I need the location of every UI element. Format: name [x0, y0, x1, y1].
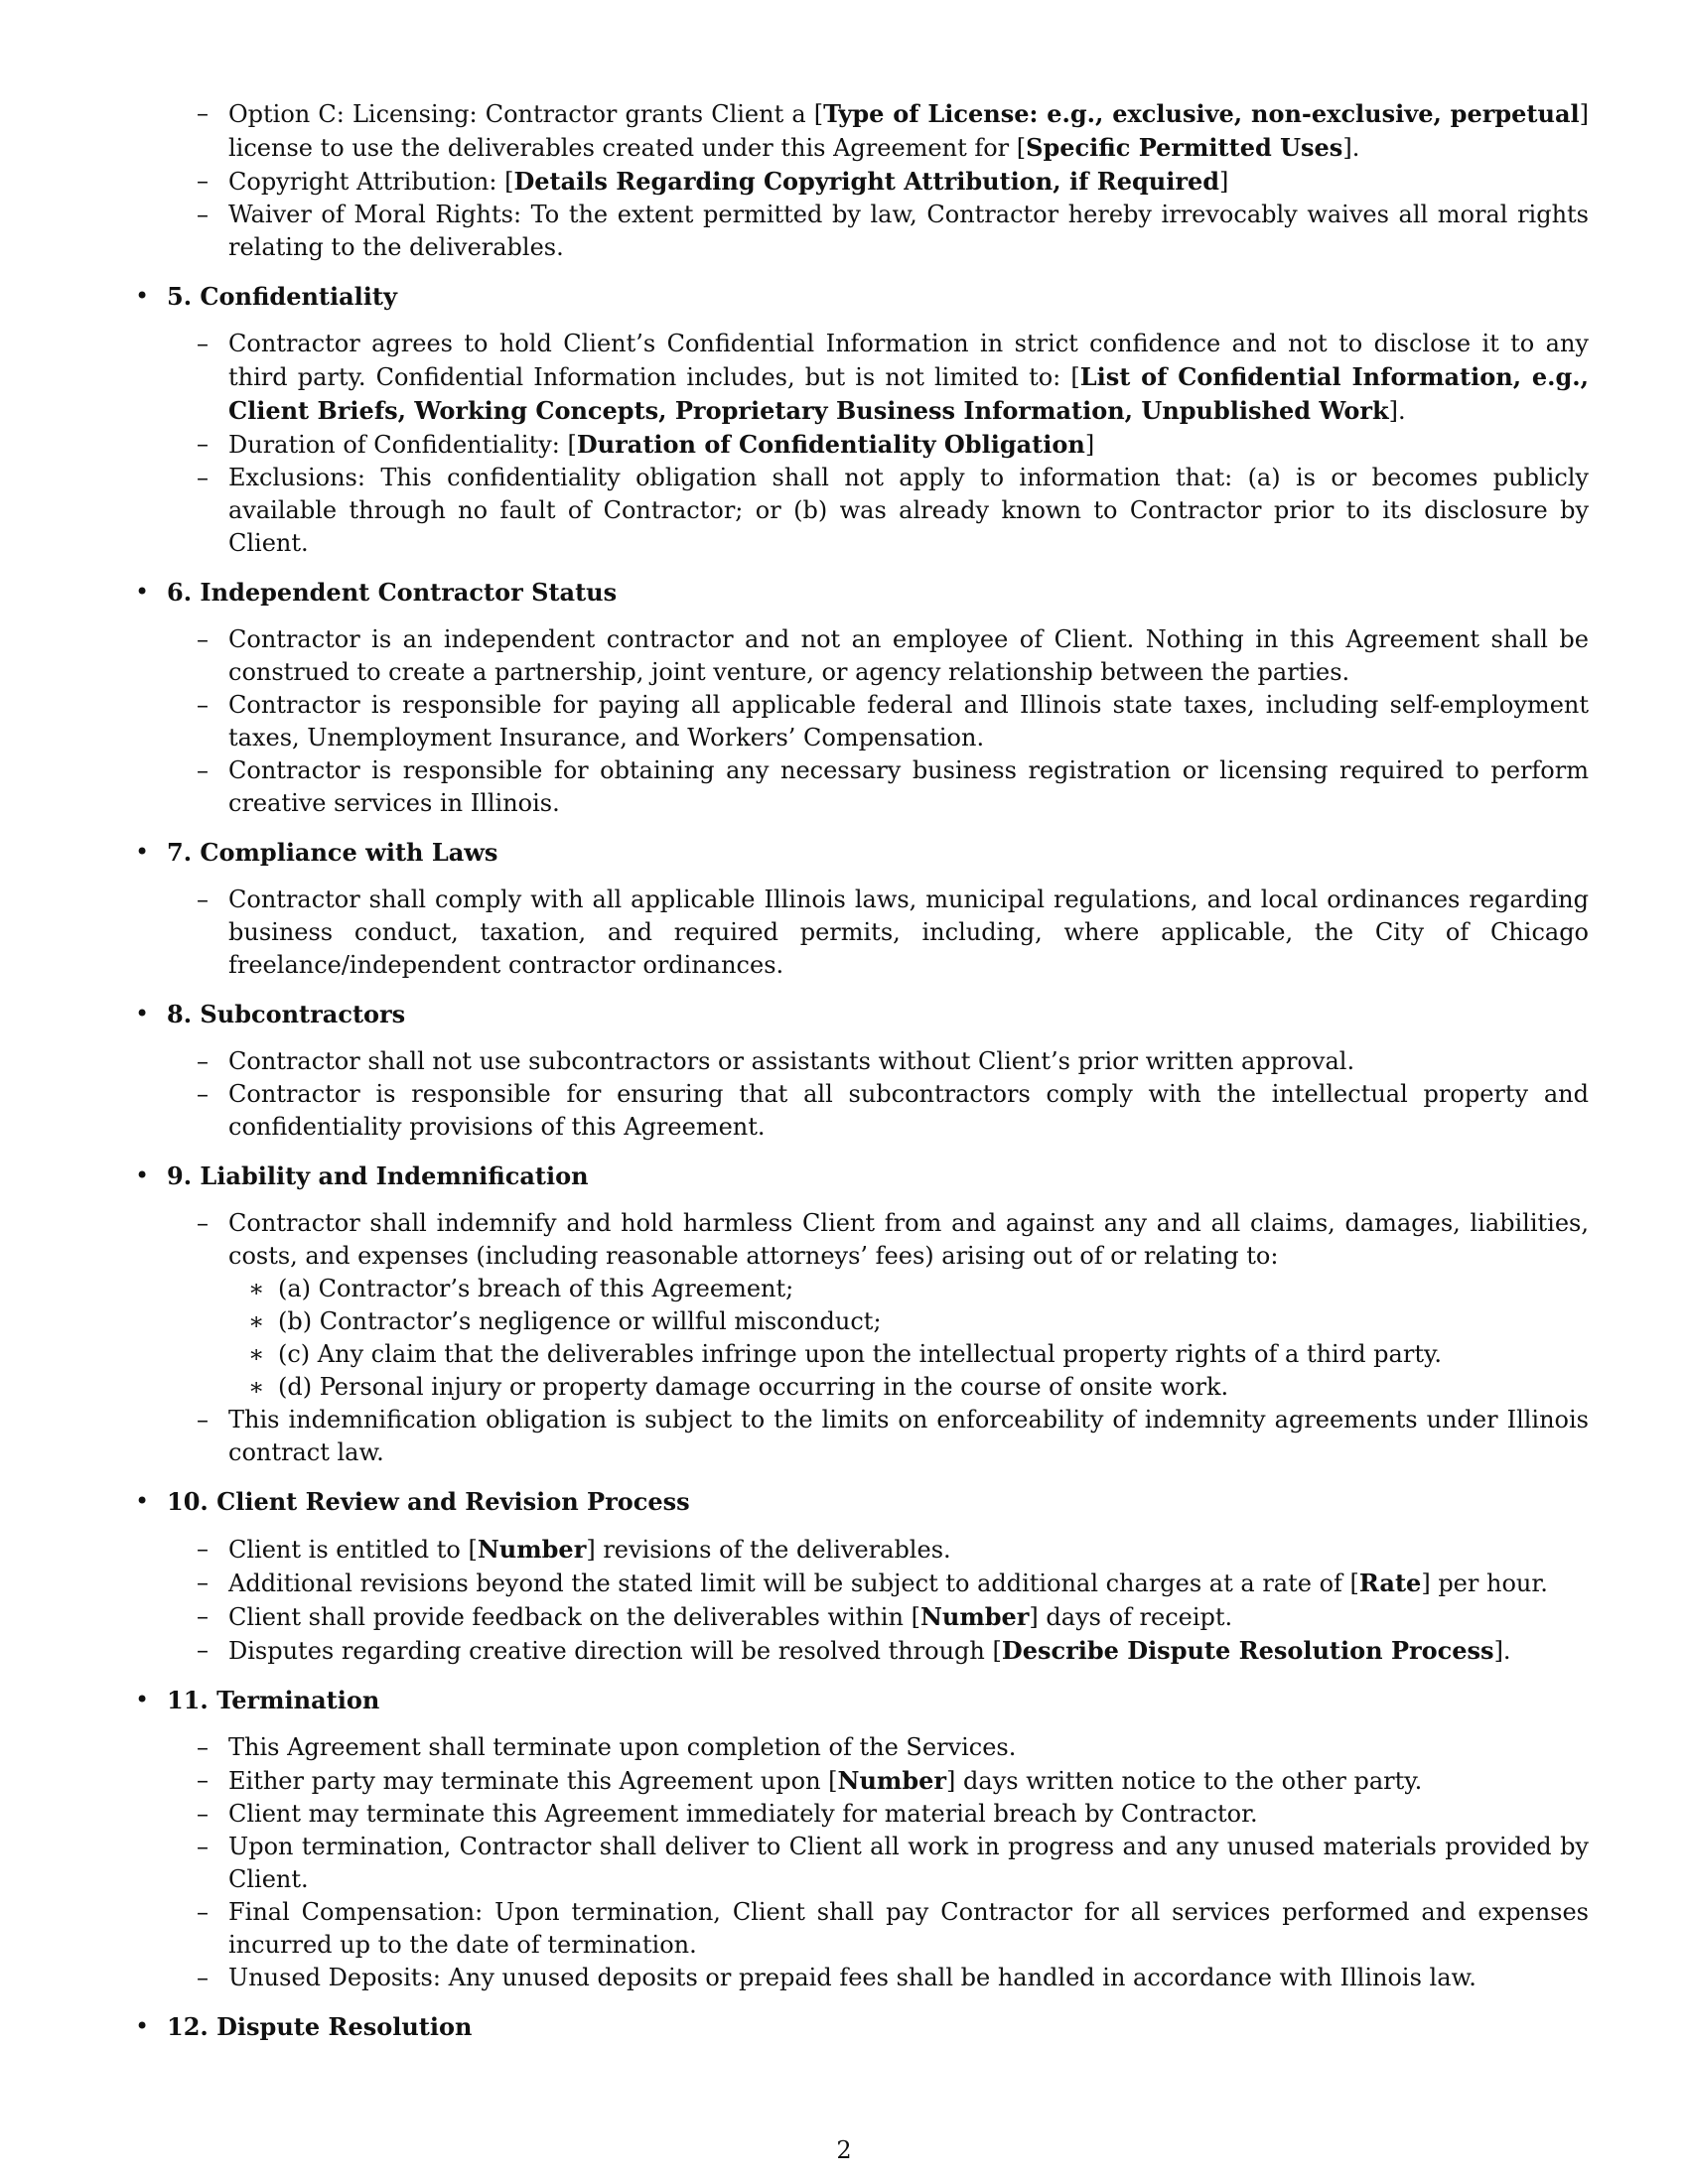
list-item: – Contractor shall indemnify and hold harmless Client from and against any and all claims, damages, liabilities, costs, and expenses (including reasonable attorneys’ fees) arising out of or relating to: — [197, 1209, 1589, 1270]
list-item: – Exclusions: This confidentiality obligation shall not apply to information that: (a) is or becomes publicly available through no fault of Contractor; or (b) was already known to Contractor prior to its disclosure by Client. — [197, 464, 1589, 557]
sub-list-item: ∗ (b) Contractor’s negligence or willful misconduct; — [129, 1305, 1589, 1338]
list-item: – Contractor is responsible for obtaining any necessary business registration or licensing required to perform creative services in Illinois. — [197, 756, 1589, 817]
dash-marker: – — [197, 1898, 209, 1926]
list-item: – Unused Deposits: Any unused deposits or prepaid fees shall be handled in accordance with Illinois law. — [129, 1962, 1589, 1994]
dash-marker: – — [197, 1964, 209, 1991]
list-item: – Contractor is responsible for ensuring that all subcontractors comply with the intellectual property and confidentiality provisions of this Agreement. — [197, 1080, 1589, 1141]
dash-marker: – — [197, 1569, 209, 1596]
section-heading-independent-contractor: • 6. Independent Contractor Status — [135, 578, 618, 607]
section-heading-liability: • 9. Liability and Indemnification — [135, 1161, 589, 1190]
list-item: – Contractor is an independent contractor and not an employee of Client. Nothing in this Agreement shall be construed to create a partnership, joint venture, or agency relationship between the parties. — [197, 625, 1589, 686]
bullet-marker: • — [135, 578, 150, 606]
dash-marker: – — [197, 625, 209, 653]
list-item: – Contractor shall not use subcontractors or assistants without Client’s prior written approval. — [129, 1045, 1589, 1078]
list-item: – Disputes regarding creative direction will be resolved through [Describe Dispute Resolution Process]. — [197, 1636, 1511, 1665]
dash-marker: – — [197, 430, 209, 458]
dash-marker: – — [197, 756, 209, 784]
list-item: – This Agreement shall terminate upon completion of the Services. — [129, 1731, 1589, 1764]
sub-list-item: ∗ (a) Contractor’s breach of this Agreement; — [129, 1273, 1589, 1305]
dash-marker: – — [197, 1080, 209, 1108]
list-item: – Contractor shall comply with all applicable Illinois laws, municipal regulations, and local ordinances regarding business conduct, taxation, and required permits, including, where applicable, the City of Chicago freelance/independent contractor ordinances. — [197, 886, 1589, 979]
list-item: – Upon termination, Contractor shall deliver to Client all work in progress and any unused materials provided by Client. — [197, 1833, 1589, 1893]
star-marker: ∗ — [248, 1275, 265, 1302]
dash-marker: – — [197, 167, 209, 195]
dash-marker: – — [197, 330, 209, 357]
list-item-licensing: – Option C: Licensing: Contractor grants Client a [Type of License: e.g., exclusive, non-exclusive, perpetual] license to use the deliverables created under this Agreement for [Specific Permitted Uses]. — [197, 99, 1589, 162]
sub-list-item: ∗ (c) Any claim that the deliverables infringe upon the intellectual property rights of a third party. — [129, 1338, 1589, 1371]
dash-marker: – — [197, 99, 209, 127]
list-item: – Either party may terminate this Agreement upon [Number] days written notice to the other party. — [197, 1766, 1423, 1795]
dash-marker: – — [197, 886, 209, 913]
dash-marker: – — [197, 691, 209, 719]
list-item: – Client may terminate this Agreement immediately for material breach by Contractor. — [129, 1798, 1589, 1831]
dash-marker: – — [197, 1636, 209, 1664]
bullet-marker: • — [135, 838, 150, 866]
list-item: – Client is entitled to [Number] revisions of the deliverables. — [197, 1535, 951, 1564]
bullet-marker: • — [135, 1161, 150, 1189]
star-marker: ∗ — [248, 1340, 265, 1368]
bullet-marker: • — [135, 1000, 150, 1027]
sub-list-item: ∗ (d) Personal injury or property damage occurring in the course of onsite work. — [129, 1371, 1589, 1404]
dash-marker: – — [197, 1209, 209, 1237]
star-marker: ∗ — [248, 1307, 265, 1335]
bullet-marker: • — [135, 1686, 150, 1713]
dash-marker: – — [197, 1535, 209, 1563]
section-heading-termination: • 11. Termination — [135, 1686, 380, 1714]
dash-marker: – — [197, 1406, 209, 1433]
section-heading-dispute-resolution: • 12. Dispute Resolution — [135, 2012, 473, 2041]
section-heading-subcontractors: • 8. Subcontractors — [135, 1000, 406, 1028]
dash-marker: – — [197, 1602, 209, 1630]
section-heading-compliance: • 7. Compliance with Laws — [135, 838, 498, 867]
dash-marker: – — [197, 1800, 209, 1828]
document-body — [129, 97, 1589, 2058]
list-item: – Contractor is responsible for paying all applicable federal and Illinois state taxes, including self-employment taxes, Unemployment Insurance, and Workers’ Compensation. — [197, 691, 1589, 751]
bullet-marker: • — [135, 1487, 150, 1515]
page-number: 2 — [836, 2136, 852, 2164]
list-item-waiver: – Waiver of Moral Rights: To the extent permitted by law, Contractor hereby irrevocably waives all moral rights relating to the deliverables. — [197, 201, 1589, 261]
list-item-copyright: – Copyright Attribution: [Details Regarding Copyright Attribution, if Required] — [197, 167, 1229, 196]
section-heading-confidentiality: • 5. Confidentiality — [135, 282, 397, 311]
dash-marker: – — [197, 1766, 209, 1794]
list-item: – Contractor agrees to hold Client’s Confidential Information in strict confidence and not to disclose it to any third party. Confidential Information includes, but is not limited to: [List of Confidential Information, e.g., Client Briefs, Working Concepts, Proprietary Business Information, Unpublished Work]. — [197, 330, 1589, 425]
list-item: – Client shall provide feedback on the deliverables within [Number] days of receipt. — [197, 1602, 1233, 1631]
dash-marker: – — [197, 1047, 209, 1075]
section-heading-client-review: • 10. Client Review and Revision Process — [135, 1487, 690, 1516]
star-marker: ∗ — [248, 1373, 265, 1401]
dash-marker: – — [197, 1833, 209, 1860]
dash-marker: – — [197, 201, 209, 228]
list-item: – Final Compensation: Upon termination, Client shall pay Contractor for all services performed and expenses incurred up to the date of termination. — [197, 1898, 1589, 1959]
list-item: – This indemnification obligation is subject to the limits on enforceability of indemnity agreements under Illinois contract law. — [197, 1406, 1589, 1466]
bullet-marker: • — [135, 282, 150, 310]
dash-marker: – — [197, 464, 209, 491]
dash-marker: – — [197, 1733, 209, 1761]
list-item: – Duration of Confidentiality: [Duration of Confidentiality Obligation] — [197, 430, 1095, 459]
list-item: – Additional revisions beyond the stated limit will be subject to additional charges at a rate of [Rate] per hour. — [197, 1569, 1548, 1597]
bullet-marker: • — [135, 2012, 150, 2040]
